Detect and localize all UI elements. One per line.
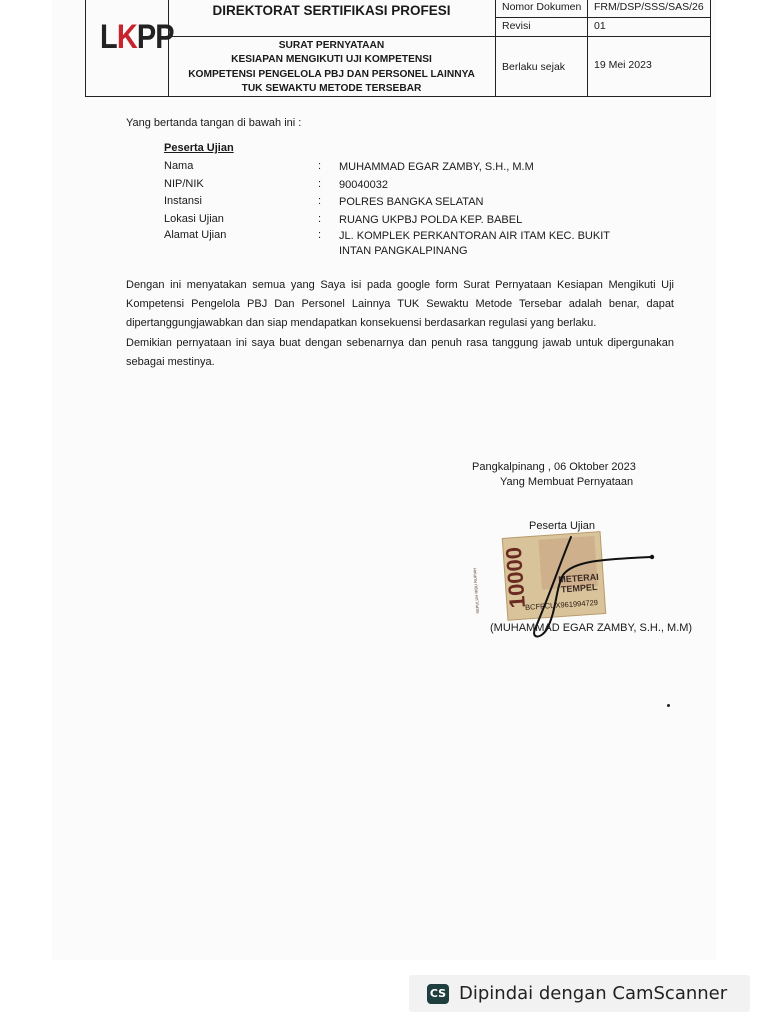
document-header-table [85, 0, 711, 97]
signature-dot [650, 555, 654, 559]
form-title-line: KESIAPAN MENGIKUTI UJI KOMPETENSI [231, 54, 432, 66]
signer-name: (MUHAMMAD EGAR ZAMBY, S.H., M.M) [490, 622, 693, 634]
field-label: Lokasi Ujian [164, 213, 224, 225]
camscanner-text: Dipindai dengan CamScanner [459, 983, 728, 1004]
field-value: JL. KOMPLEK PERKANTORAN AIR ITAM KEC. BUKIT INTAN PANGKALPINANG [339, 230, 610, 257]
field-value: POLRES BANGKA SELATAN [339, 196, 484, 208]
lkpp-logo [100, 18, 174, 57]
field-label: Alamat Ujian [164, 229, 227, 241]
field-label: NIP/NIK [164, 178, 204, 190]
signer-caption: Yang Membuat Pernyataan [500, 476, 634, 488]
intro-text: Yang bertanda tangan di bawah ini : [126, 117, 302, 129]
stamp-label-1: METERAI [557, 571, 600, 585]
field-value: RUANG UKPBJ POLDA KEP. BABEL [339, 214, 523, 226]
signer-role: Peserta Ujian [529, 520, 596, 532]
logo-part-k: K [116, 18, 137, 56]
revision-label: Revisi [502, 20, 531, 32]
section-heading: Peserta Ujian [164, 142, 234, 154]
form-title-line: SURAT PERNYATAAN [278, 40, 385, 51]
closing-paragraph: Demikian pernyataan ini saya buat dengan sebenarnya dan penuh rasa tanggung jawab untuk dipergunakan sebagai mestinya. [126, 337, 674, 368]
form-title-line: KOMPETENSI PENGELOLA PBJ DAN PERSONEL LAINNYA [188, 68, 475, 80]
logo-part-pp: PP [136, 18, 174, 56]
field-colon: : [318, 213, 322, 225]
revision-value: 01 [594, 20, 606, 32]
camscanner-watermark [409, 975, 750, 1012]
field-label: Instansi [164, 195, 202, 207]
effective-label: Berlaku sejak [502, 61, 566, 73]
stamp-serial: BCFFCUX961994729 [524, 597, 599, 613]
stamp-label-2: TEMPEL [560, 581, 598, 595]
form-title [168, 39, 495, 96]
field-colon: : [318, 229, 322, 241]
directorate-title: DIREKTORAT SERTIFIKASI PROFESI [212, 3, 451, 18]
stamp-amount: 10000 [500, 546, 530, 610]
logo-part-l: L [100, 18, 117, 56]
form-title-line: TUK SEWAKTU METODE TERSEBAR [241, 82, 422, 94]
field-colon: : [318, 160, 322, 172]
ink-speck [667, 704, 670, 707]
field-colon: : [318, 195, 322, 207]
statement-paragraph: Dengan ini menyatakan semua yang Saya isi pada google form Surat Pernyataan Kesiapan Mengikuti Uji Kompetensi Pengelola PBJ Dan Personel Lainnya TUK Sewaktu Metode Tersebar adalah benar, dapat dipertanggungjawabkan dan siap mendapatkan konsekuensi berdasarkan regulasi yang berlaku. [126, 279, 674, 329]
field-value: 90040032 [339, 179, 388, 191]
field-colon: : [318, 178, 322, 190]
doc-number-label: Nomor Dokumen [502, 1, 582, 13]
stamp-side-text: SEPULUH RIBU RUPIAH [471, 567, 481, 614]
effective-value: 19 Mei 2023 [594, 59, 652, 71]
field-value: MUHAMMAD EGAR ZAMBY, S.H., M.M [339, 161, 534, 173]
camscanner-icon: CS [427, 984, 449, 1004]
field-label: Nama [164, 160, 194, 172]
doc-number-value: FRM/DSP/SSS/SAS/26 [594, 1, 704, 13]
place-date: Pangkalpinang , 06 Oktober 2023 [472, 461, 636, 473]
